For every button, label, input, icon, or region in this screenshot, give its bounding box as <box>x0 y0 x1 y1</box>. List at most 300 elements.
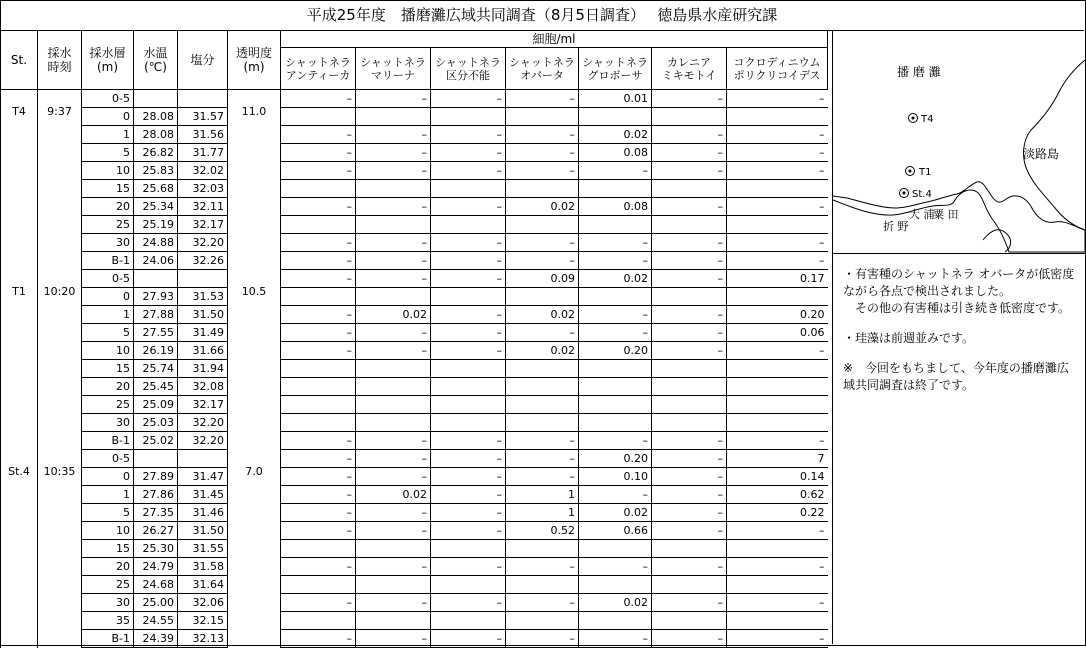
salinity-cell: 31.50 <box>178 306 228 324</box>
table-row <box>1 342 828 360</box>
cell-density-value: – <box>652 522 727 540</box>
cell-density-value: 0.02 <box>506 342 579 360</box>
cell-density-value <box>356 360 431 378</box>
cell-density-value <box>652 540 727 558</box>
cell-density-value <box>652 180 727 198</box>
cell-density-value: – <box>727 630 828 648</box>
cell-density-value: – <box>431 234 506 252</box>
cell-density-value <box>727 378 828 396</box>
cell-density-value: 0.08 <box>579 198 652 216</box>
cell-density-value: 0.20 <box>579 450 652 468</box>
depth-cell: 5 <box>82 144 134 162</box>
header-species: シャットネラ 区分不能 <box>431 48 506 90</box>
cell-density-value: – <box>356 126 431 144</box>
table-row <box>1 108 828 126</box>
temperature-cell: 25.30 <box>134 540 178 558</box>
station-name: T4 <box>1 90 38 270</box>
temperature-cell: 27.89 <box>134 468 178 486</box>
salinity-cell: 32.06 <box>178 594 228 612</box>
temperature-cell: 26.27 <box>134 522 178 540</box>
cell-density-value <box>727 414 828 432</box>
temperature-cell: 26.19 <box>134 342 178 360</box>
cell-density-value: – <box>356 342 431 360</box>
cell-density-value: – <box>579 432 652 450</box>
cell-density-value <box>506 576 579 594</box>
salinity-cell: 32.11 <box>178 198 228 216</box>
cell-density-value <box>579 414 652 432</box>
cell-density-value: – <box>431 558 506 576</box>
cell-density-value: – <box>281 630 356 648</box>
header-cell-unit: 細胞/ml <box>281 31 828 48</box>
table-row <box>1 90 828 108</box>
cell-density-value <box>281 180 356 198</box>
cell-density-value: – <box>727 126 828 144</box>
cell-density-value <box>281 576 356 594</box>
station-label-t1: T1 <box>919 167 932 178</box>
cell-density-value: – <box>356 90 431 108</box>
cell-density-value: – <box>727 342 828 360</box>
cell-density-value: – <box>652 450 727 468</box>
cell-density-value <box>356 576 431 594</box>
table-row <box>1 360 828 378</box>
salinity-cell <box>178 450 228 468</box>
table-row <box>1 612 828 630</box>
depth-cell: 25 <box>82 216 134 234</box>
cell-density-value: – <box>281 558 356 576</box>
depth-cell: B-1 <box>82 432 134 450</box>
table-row <box>1 144 828 162</box>
depth-cell: 1 <box>82 126 134 144</box>
temperature-cell: 25.03 <box>134 414 178 432</box>
cell-density-value: – <box>281 522 356 540</box>
cell-density-value: 0.20 <box>579 342 652 360</box>
cell-density-value: – <box>281 198 356 216</box>
map-svg <box>833 30 1085 253</box>
temperature-cell <box>134 90 178 108</box>
cell-density-value <box>506 180 579 198</box>
depth-cell: 1 <box>82 306 134 324</box>
salinity-cell <box>178 270 228 288</box>
cell-density-value: – <box>506 90 579 108</box>
transparency-cell: 11.0 <box>228 90 281 270</box>
depth-cell: 0-5 <box>82 90 134 108</box>
cell-density-value: – <box>652 558 727 576</box>
cell-density-value: – <box>431 270 506 288</box>
temperature-cell: 27.86 <box>134 486 178 504</box>
depth-cell: 15 <box>82 180 134 198</box>
station-name: St.4 <box>1 450 38 648</box>
table-row <box>1 432 828 450</box>
salinity-cell: 32.20 <box>178 234 228 252</box>
table-row <box>1 396 828 414</box>
salinity-cell: 31.56 <box>178 126 228 144</box>
depth-cell: 5 <box>82 504 134 522</box>
salinity-cell: 32.20 <box>178 414 228 432</box>
cell-density-value: – <box>506 558 579 576</box>
cell-density-value: – <box>579 162 652 180</box>
salinity-cell: 31.94 <box>178 360 228 378</box>
table-row <box>1 594 828 612</box>
cell-density-value <box>281 216 356 234</box>
depth-cell: 25 <box>82 396 134 414</box>
salinity-cell: 32.20 <box>178 432 228 450</box>
table-row <box>1 450 828 468</box>
salinity-cell: 32.15 <box>178 612 228 630</box>
cell-density-value: – <box>652 306 727 324</box>
cell-density-value: – <box>281 468 356 486</box>
temperature-cell: 28.08 <box>134 126 178 144</box>
cell-density-value: 0.02 <box>506 306 579 324</box>
table-row <box>1 486 828 504</box>
cell-density-value <box>579 288 652 306</box>
notes <box>843 266 1079 407</box>
cell-density-value <box>727 612 828 630</box>
cell-density-value: – <box>652 486 727 504</box>
cell-density-value: – <box>356 432 431 450</box>
temperature-cell: 24.39 <box>134 630 178 648</box>
cell-density-value: – <box>356 198 431 216</box>
depth-cell: 0 <box>82 108 134 126</box>
table-row <box>1 324 828 342</box>
station-marker-t4 <box>909 114 934 126</box>
cell-density-value <box>431 216 506 234</box>
cell-density-value: – <box>727 594 828 612</box>
table-row <box>1 414 828 432</box>
depth-cell: 20 <box>82 198 134 216</box>
place-awata: 粟 田 <box>933 208 959 221</box>
cell-density-value: – <box>652 342 727 360</box>
depth-cell: 10 <box>82 162 134 180</box>
header-species: カレニア ミキモトイ <box>652 48 727 90</box>
table-row <box>1 234 828 252</box>
header-station: St. <box>1 31 38 90</box>
salinity-cell: 32.17 <box>178 396 228 414</box>
cell-density-value <box>431 414 506 432</box>
table-row <box>1 216 828 234</box>
cell-density-value: – <box>652 90 727 108</box>
cell-density-value: – <box>356 270 431 288</box>
table-row <box>1 468 828 486</box>
cell-density-value <box>506 216 579 234</box>
transparency-cell: 7.0 <box>228 450 281 648</box>
salinity-cell: 31.58 <box>178 558 228 576</box>
depth-cell: 1 <box>82 486 134 504</box>
depth-cell: 30 <box>82 414 134 432</box>
cell-density-value: – <box>281 252 356 270</box>
header-species: コクロディニウム ポリクリコイデス <box>727 48 828 90</box>
cell-density-value: – <box>431 630 506 648</box>
cell-density-value <box>652 396 727 414</box>
cell-density-value: – <box>281 594 356 612</box>
depth-cell: B-1 <box>82 252 134 270</box>
depth-cell: 0 <box>82 288 134 306</box>
cell-density-value: 0.02 <box>506 198 579 216</box>
cell-density-value <box>281 108 356 126</box>
table-row <box>1 576 828 594</box>
cell-density-value: 0.02 <box>579 504 652 522</box>
depth-cell: 5 <box>82 324 134 342</box>
island-label: 淡路島 <box>1023 147 1060 161</box>
cell-density-value <box>579 612 652 630</box>
coastline-shikoku <box>833 182 1085 252</box>
cell-density-value: 1 <box>506 504 579 522</box>
cell-density-value <box>431 612 506 630</box>
table-row <box>1 522 828 540</box>
sea-label: 播 磨 灘 <box>897 65 941 79</box>
cell-density-value <box>652 216 727 234</box>
salinity-cell <box>178 90 228 108</box>
cell-density-value <box>356 612 431 630</box>
temperature-cell <box>134 450 178 468</box>
cell-density-value: – <box>356 630 431 648</box>
table-row <box>1 540 828 558</box>
temperature-cell: 25.68 <box>134 180 178 198</box>
cell-density-value: 0.10 <box>579 468 652 486</box>
cell-density-value: – <box>431 522 506 540</box>
cell-density-value <box>281 396 356 414</box>
cell-density-value: – <box>727 558 828 576</box>
temperature-cell: 24.68 <box>134 576 178 594</box>
cell-density-value: – <box>652 234 727 252</box>
cell-density-value: – <box>431 90 506 108</box>
depth-cell: 20 <box>82 558 134 576</box>
temperature-cell: 25.00 <box>134 594 178 612</box>
cell-density-value: – <box>579 306 652 324</box>
cell-density-value <box>356 414 431 432</box>
temperature-cell: 25.83 <box>134 162 178 180</box>
cell-density-value: – <box>506 594 579 612</box>
cell-density-value: – <box>579 558 652 576</box>
depth-cell: 0-5 <box>82 450 134 468</box>
cell-density-value: – <box>356 324 431 342</box>
table-row <box>1 378 828 396</box>
cell-density-value: – <box>431 324 506 342</box>
cell-density-value <box>506 540 579 558</box>
salinity-cell: 31.55 <box>178 540 228 558</box>
cell-density-value: – <box>356 234 431 252</box>
cell-density-value <box>431 396 506 414</box>
temperature-cell: 25.09 <box>134 396 178 414</box>
cell-density-value: – <box>506 252 579 270</box>
note-3: ※ 今回をもちまして、今年度の播磨灘広域共同調査は終了です。 <box>843 361 1069 392</box>
cell-density-value: – <box>431 468 506 486</box>
salinity-cell: 32.26 <box>178 252 228 270</box>
temperature-cell: 25.45 <box>134 378 178 396</box>
cell-density-value: – <box>356 450 431 468</box>
temperature-cell: 27.55 <box>134 324 178 342</box>
depth-cell: 30 <box>82 594 134 612</box>
sampling-time: 10:20 <box>38 270 82 450</box>
cell-density-value: – <box>356 144 431 162</box>
cell-density-value <box>652 414 727 432</box>
cell-density-value <box>727 180 828 198</box>
cell-density-value <box>506 360 579 378</box>
cell-density-value: – <box>506 144 579 162</box>
table-row <box>1 126 828 144</box>
table-row <box>1 198 828 216</box>
header-depth: 採水層 (m) <box>82 31 134 90</box>
cell-density-value <box>281 288 356 306</box>
cell-density-value: – <box>356 468 431 486</box>
cell-density-value: 0.52 <box>506 522 579 540</box>
salinity-cell: 31.45 <box>178 486 228 504</box>
cell-density-value <box>506 612 579 630</box>
cell-density-value: – <box>579 630 652 648</box>
temperature-cell: 25.19 <box>134 216 178 234</box>
salinity-cell: 31.64 <box>178 576 228 594</box>
header-species: シャットネラ オバータ <box>506 48 579 90</box>
depth-cell: 10 <box>82 342 134 360</box>
cell-density-value: – <box>281 342 356 360</box>
cell-density-value <box>579 216 652 234</box>
depth-cell: 35 <box>82 612 134 630</box>
temperature-cell: 28.08 <box>134 108 178 126</box>
cell-density-value <box>506 288 579 306</box>
cell-density-value <box>579 576 652 594</box>
cell-density-value: 0.14 <box>727 468 828 486</box>
cell-density-value: – <box>431 432 506 450</box>
salinity-cell: 31.50 <box>178 522 228 540</box>
salinity-cell: 31.66 <box>178 342 228 360</box>
survey-table <box>0 30 828 648</box>
cell-density-value <box>356 378 431 396</box>
cell-density-value <box>579 378 652 396</box>
place-ooura: 大 浦 <box>909 208 935 221</box>
depth-cell: 0-5 <box>82 270 134 288</box>
cell-density-value: – <box>652 468 727 486</box>
salinity-cell: 31.47 <box>178 468 228 486</box>
cell-density-value <box>652 288 727 306</box>
depth-cell: 10 <box>82 522 134 540</box>
cell-density-value <box>579 360 652 378</box>
cell-density-value: 0.02 <box>579 594 652 612</box>
salinity-cell: 31.57 <box>178 108 228 126</box>
cell-density-value: – <box>579 324 652 342</box>
table-row <box>1 288 828 306</box>
cell-density-value: – <box>356 252 431 270</box>
cell-density-value: – <box>431 162 506 180</box>
cell-density-value: 0.22 <box>727 504 828 522</box>
cell-density-value: – <box>506 630 579 648</box>
cell-density-value <box>579 540 652 558</box>
depth-cell: B-1 <box>82 630 134 648</box>
temperature-cell: 26.82 <box>134 144 178 162</box>
cell-density-value <box>652 612 727 630</box>
cell-density-value <box>506 414 579 432</box>
cell-density-value <box>431 180 506 198</box>
cell-density-value <box>281 612 356 630</box>
side-panel <box>832 30 1085 644</box>
cell-density-value: – <box>652 252 727 270</box>
cell-density-value: 0.01 <box>579 90 652 108</box>
station-label-st4: St.4 <box>912 189 932 200</box>
table-row <box>1 180 828 198</box>
header-species: シャットネラ アンティーカ <box>281 48 356 90</box>
cell-density-value <box>506 396 579 414</box>
cell-density-value: 0.17 <box>727 270 828 288</box>
cell-density-value: – <box>431 594 506 612</box>
temperature-cell: 24.55 <box>134 612 178 630</box>
cell-density-value: – <box>281 306 356 324</box>
cell-density-value <box>281 414 356 432</box>
cell-density-value <box>727 576 828 594</box>
cell-density-value <box>727 360 828 378</box>
cell-density-value: – <box>281 432 356 450</box>
cell-density-value: – <box>652 594 727 612</box>
depth-cell: 25 <box>82 576 134 594</box>
header-species: シャットネラ マリーナ <box>356 48 431 90</box>
salinity-cell: 31.49 <box>178 324 228 342</box>
cell-density-value <box>281 360 356 378</box>
cell-density-value: 0.06 <box>727 324 828 342</box>
cell-density-value <box>579 180 652 198</box>
cell-density-value: – <box>506 234 579 252</box>
temperature-cell: 25.34 <box>134 198 178 216</box>
cell-density-value <box>727 540 828 558</box>
cell-density-value <box>356 396 431 414</box>
cell-density-value <box>579 108 652 126</box>
salinity-cell: 31.77 <box>178 144 228 162</box>
cell-density-value: 0.66 <box>579 522 652 540</box>
cell-density-value: 0.02 <box>579 126 652 144</box>
cell-density-value: – <box>506 432 579 450</box>
table-row <box>1 162 828 180</box>
cell-density-value: – <box>281 162 356 180</box>
cell-density-value: – <box>579 252 652 270</box>
cell-density-value <box>281 540 356 558</box>
temperature-cell: 24.79 <box>134 558 178 576</box>
cell-density-value <box>356 180 431 198</box>
coastline-inlet <box>983 230 1011 252</box>
table-row <box>1 504 828 522</box>
cell-density-value: 7 <box>727 450 828 468</box>
depth-cell: 20 <box>82 378 134 396</box>
cell-density-value: – <box>281 90 356 108</box>
note-2: ・珪藻は前週並みです。 <box>843 331 975 345</box>
cell-density-value: – <box>652 630 727 648</box>
cell-density-value: 0.08 <box>579 144 652 162</box>
header-time: 採水 時刻 <box>38 31 82 90</box>
cell-density-value: – <box>431 486 506 504</box>
salinity-cell: 32.13 <box>178 630 228 648</box>
cell-density-value: – <box>431 450 506 468</box>
cell-density-value <box>652 108 727 126</box>
table-row <box>1 252 828 270</box>
cell-density-value <box>431 378 506 396</box>
salinity-cell: 31.46 <box>178 504 228 522</box>
cell-density-value: – <box>281 234 356 252</box>
cell-density-value: – <box>727 90 828 108</box>
cell-density-value <box>431 576 506 594</box>
temperature-cell: 24.88 <box>134 234 178 252</box>
cell-density-value: 0.62 <box>727 486 828 504</box>
cell-density-value <box>356 288 431 306</box>
station-label-t4: T4 <box>921 114 934 125</box>
cell-density-value: – <box>652 162 727 180</box>
cell-density-value: – <box>356 504 431 522</box>
cell-density-value <box>652 576 727 594</box>
salinity-cell: 31.53 <box>178 288 228 306</box>
note-1: ・有害種のシャットネラ オバータが低密度ながら各点で検出されました。 その他の有害種は引き続き低密度です。 <box>843 267 1075 315</box>
sampling-time: 10:35 <box>38 450 82 648</box>
cell-density-value <box>506 378 579 396</box>
cell-density-value: – <box>431 198 506 216</box>
cell-density-value: – <box>652 126 727 144</box>
depth-cell: 0 <box>82 468 134 486</box>
cell-density-value: – <box>579 486 652 504</box>
cell-density-value: – <box>431 504 506 522</box>
cell-density-value <box>506 108 579 126</box>
